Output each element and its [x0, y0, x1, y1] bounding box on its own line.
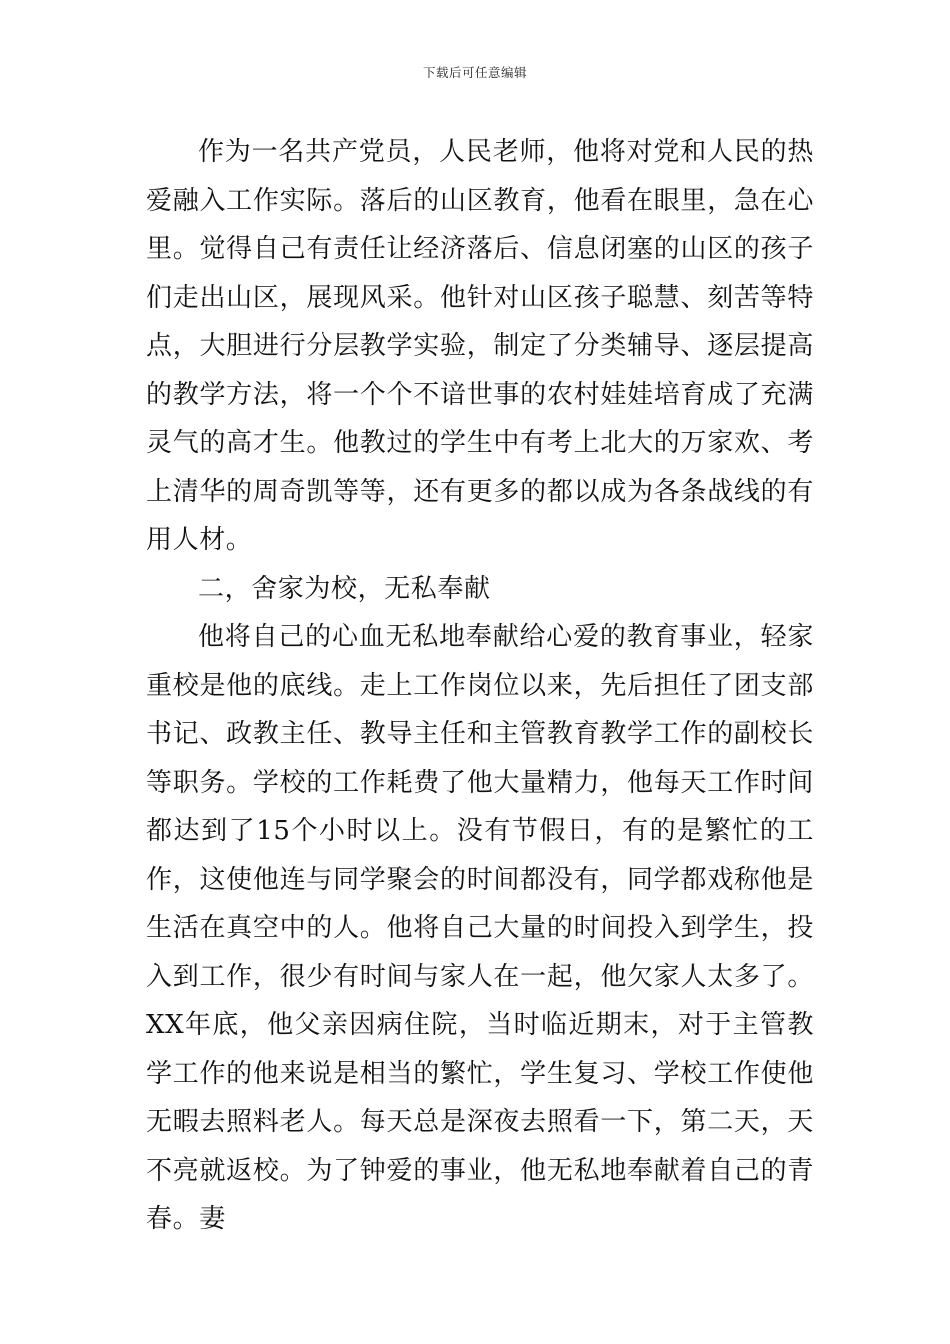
- paragraph: 作为一名共产党员，人民老师，他将对党和人民的热爱融入工作实际。落后的山区教育，他看在眼里，急在心里。觉得自己有责任让经济落后、信息闭塞的山区的孩子们走出山区，展现风采。他针对山区孩子聪慧、刻苦等特点，大胆进行分层教学实验，制定了分类辅导、逐层提高的教学方法，将一个个不谙世事的农村娃娃培育成了充满灵气的高才生。他教过的学生中有考上北大的万家欢、考上清华的周奇凯等等，还有更多的都以成为各条战线的有用人材。: [146, 137, 814, 555]
- page-header: 下载后可任意编辑: [422, 65, 527, 80]
- paragraph: 他将自己的心血无私地奉献给心爱的教育事业，轻家重校是他的底线。走上工作岗位以来，先后担任了团支部书记、政教主任、教导主任和主管教育教学工作的副校长等职务。学校的工作耗费了他大量精力，他每天工作时间都达到了15个小时以上。没有节假日，有的是繁忙的工作，这使他连与同学聚会的时间都没有，同学都戏称他是 生活在真空中的人。他将自己大量的时间投入到学生，投入到工作，很少有时间与家人在一起，他欠家人太多了。XX年底，他父亲因病住院，当时临近期末，对于主管教学工作的他来说是相当的繁忙，学生复习、学校工作使他无暇去照料老人。每天总是深夜去照看一下，第二天，天不亮就返校。为了钟爱的事业，他无私地奉献着自己的青春。妻: [146, 622, 814, 1234]
- document-body: [146, 128, 814, 1244]
- section-heading: 二，舍家为校，无私奉献: [198, 573, 491, 604]
